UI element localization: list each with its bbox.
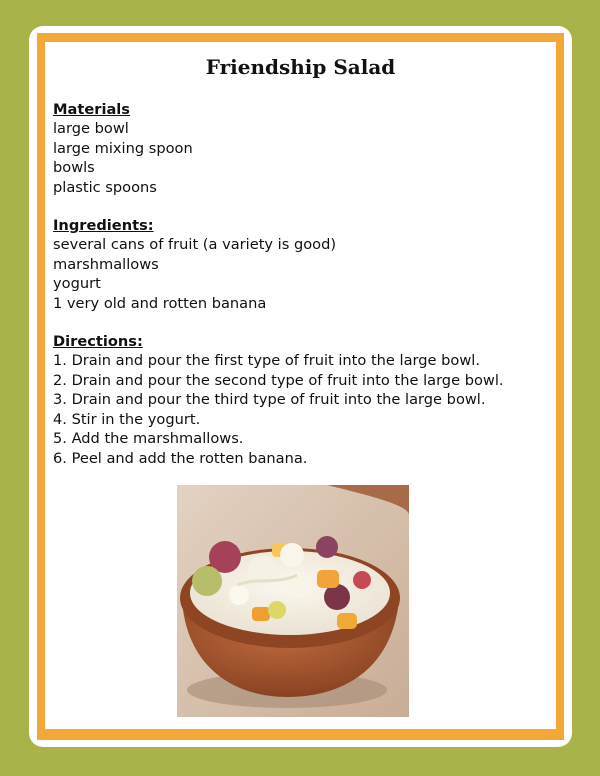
- direction-step: 1. Drain and pour the first type of fruit into the large bowl.: [53, 352, 480, 370]
- recipe-card: [45, 42, 556, 729]
- recipe-content: [53, 100, 548, 468]
- direction-step: 6. Peel and add the rotten banana.: [53, 449, 308, 467]
- materials-item: large bowl: [53, 120, 129, 138]
- direction-step: 2. Drain and pour the second type of fruit into the large bowl.: [53, 371, 504, 389]
- ingredient-item: 1 very old and rotten banana: [53, 294, 267, 312]
- materials-item: plastic spoons: [53, 178, 157, 196]
- materials-heading: Materials: [53, 101, 130, 118]
- materials-item: bowls: [53, 159, 95, 177]
- direction-step: 4. Stir in the yogurt.: [53, 410, 201, 428]
- directions-heading: Directions:: [53, 333, 143, 351]
- recipe-title: Friendship Salad: [205, 55, 396, 79]
- ingredient-item: marshmallows: [53, 255, 159, 273]
- direction-step: 5. Add the marshmallows.: [53, 430, 244, 448]
- ingredients-heading: Ingredients:: [53, 217, 154, 235]
- direction-step: 3. Drain and pour the third type of fruit into the large bowl.: [53, 391, 486, 409]
- ingredient-item: yogurt: [53, 275, 101, 293]
- fruit-salad-photo: [177, 485, 409, 717]
- ingredient-item: several cans of fruit (a variety is good): [53, 236, 337, 254]
- materials-item: large mixing spoon: [53, 139, 193, 157]
